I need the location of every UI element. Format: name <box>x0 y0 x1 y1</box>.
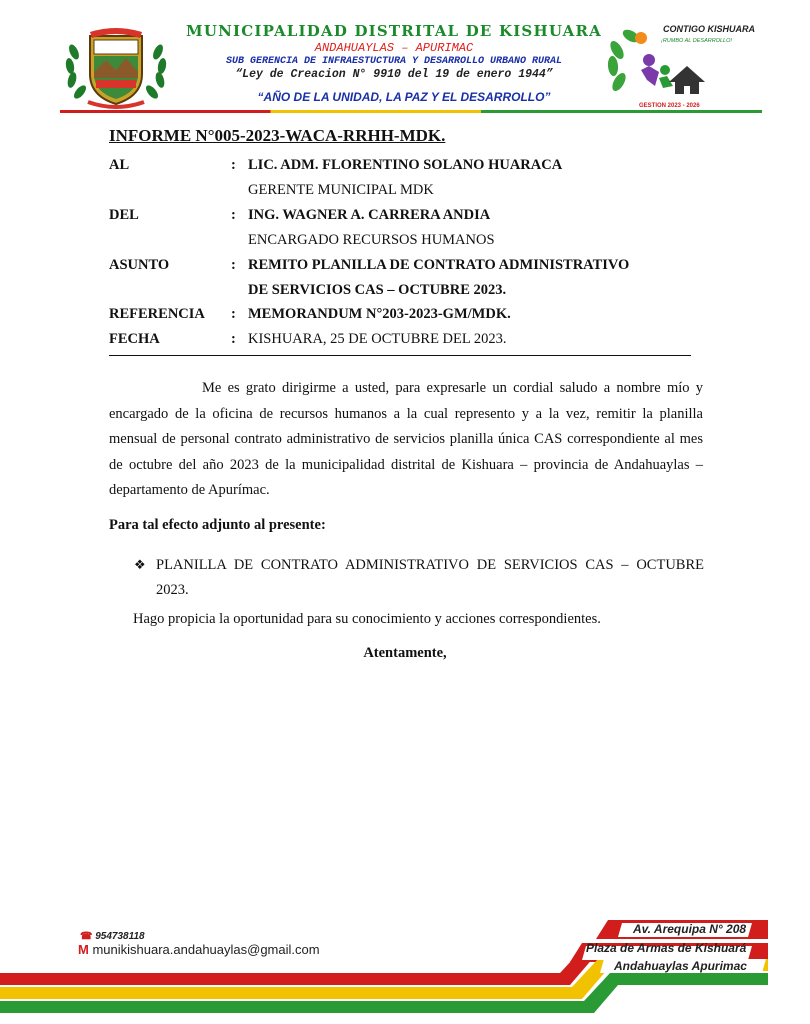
header-block-divider <box>109 355 691 356</box>
body-paragraph <box>109 376 703 504</box>
email-address: munikishuara.andahuaylas@gmail.com <box>92 942 320 957</box>
attach-intro: Para tal efecto adjunto al presente: <box>109 517 326 533</box>
row-colon: : <box>231 207 236 223</box>
location-line: ANDAHUAYLAS – APURIMAC <box>314 41 474 55</box>
footer-phone <box>80 931 145 942</box>
row-value: ING. WAGNER A. CARRERA ANDIA <box>248 207 491 223</box>
row-label: DEL <box>109 207 139 223</box>
closing-line: Hago propicia la oportunidad para su conocimiento y acciones correspondientes. <box>133 611 601 627</box>
row-label: ASUNTO <box>109 257 170 273</box>
row-value: REMITO PLANILLA DE CONTRATO ADMINISTRATIVO <box>248 257 630 273</box>
row-colon: : <box>231 157 236 173</box>
creation-law-line: “Ley de Creacion N° 9910 del 19 de enero 1944” <box>235 68 553 81</box>
row-colon: : <box>231 257 236 273</box>
document-title: INFORME N°005-2023-WACA-RRHH-MDK. <box>109 126 446 145</box>
logo-arc-text-top: CONTIGO KISHUARA <box>663 24 755 34</box>
row-label: FECHA <box>109 331 160 347</box>
year-motto: “AÑO DE LA UNIDAD, LA PAZ Y EL DESARROLLO” <box>257 90 551 104</box>
row-value: MEMORANDUM N°203-2023-GM/MDK. <box>248 306 511 322</box>
logo-gestion-text: GESTION 2023 - 2026 <box>639 103 700 109</box>
row-value-secondary: ENCARGADO RECURSOS HUMANOS <box>248 232 495 248</box>
attachment-item: PLANILLA DE CONTRATO ADMINISTRATIVO DE SERVICIOS CAS – OCTUBRE 2023. <box>156 557 704 598</box>
bullet-diamond-icon: ❖ <box>134 557 146 572</box>
phone-number: 954738118 <box>95 931 145 942</box>
body-paragraph-text: Me es grato dirigirme a usted, para expresarle un cordial saludo a nombre mío y encargado de la oficina de recursos humanos a la cual represento y a la vez, remitir la planilla mensual de personal contrato administrativo de servicios planilla única CAS correspondiente al mes de octubre del año 2023 de la municipalidad distrital de Kishuara – provincia de Andahuaylas – departamento de Apurímac. <box>109 380 703 498</box>
phone-icon: ☎ <box>80 931 93 942</box>
row-label: AL <box>109 157 130 173</box>
row-label: REFERENCIA <box>109 306 205 322</box>
address-plaza: Plaza de Armas de Kishuará <box>586 941 747 955</box>
row-colon: : <box>231 306 236 322</box>
signoff: Atentamente, <box>363 645 447 661</box>
footer-email <box>78 942 320 957</box>
row-value: KISHUARA, 25 DE OCTUBRE DEL 2023. <box>248 331 507 347</box>
gmail-icon: M <box>78 942 89 957</box>
office-line: SUB GERENCIA DE INFRAESTUCTURA Y DESARROLLO URBANO RURAL <box>225 56 563 67</box>
row-value-secondary: GERENTE MUNICIPAL MDK <box>248 182 434 198</box>
row-value-secondary: DE SERVICIOS CAS – OCTUBRE 2023. <box>248 282 507 298</box>
institution-name: MUNICIPALIDAD DISTRITAL DE KISHUARA <box>186 22 602 40</box>
address-street: Av. Arequipa N° 208 <box>633 922 747 936</box>
row-colon: : <box>231 331 236 347</box>
header-divider <box>60 110 762 113</box>
logo-arc-text-mid: ¡RUMBO AL DESARROLLO! <box>661 38 732 44</box>
contigo-kishuara-logo <box>605 20 755 110</box>
row-value: LIC. ADM. FLORENTINO SOLANO HUARACA <box>248 157 563 173</box>
address-city: Andahuaylas Apurimac <box>614 959 747 973</box>
